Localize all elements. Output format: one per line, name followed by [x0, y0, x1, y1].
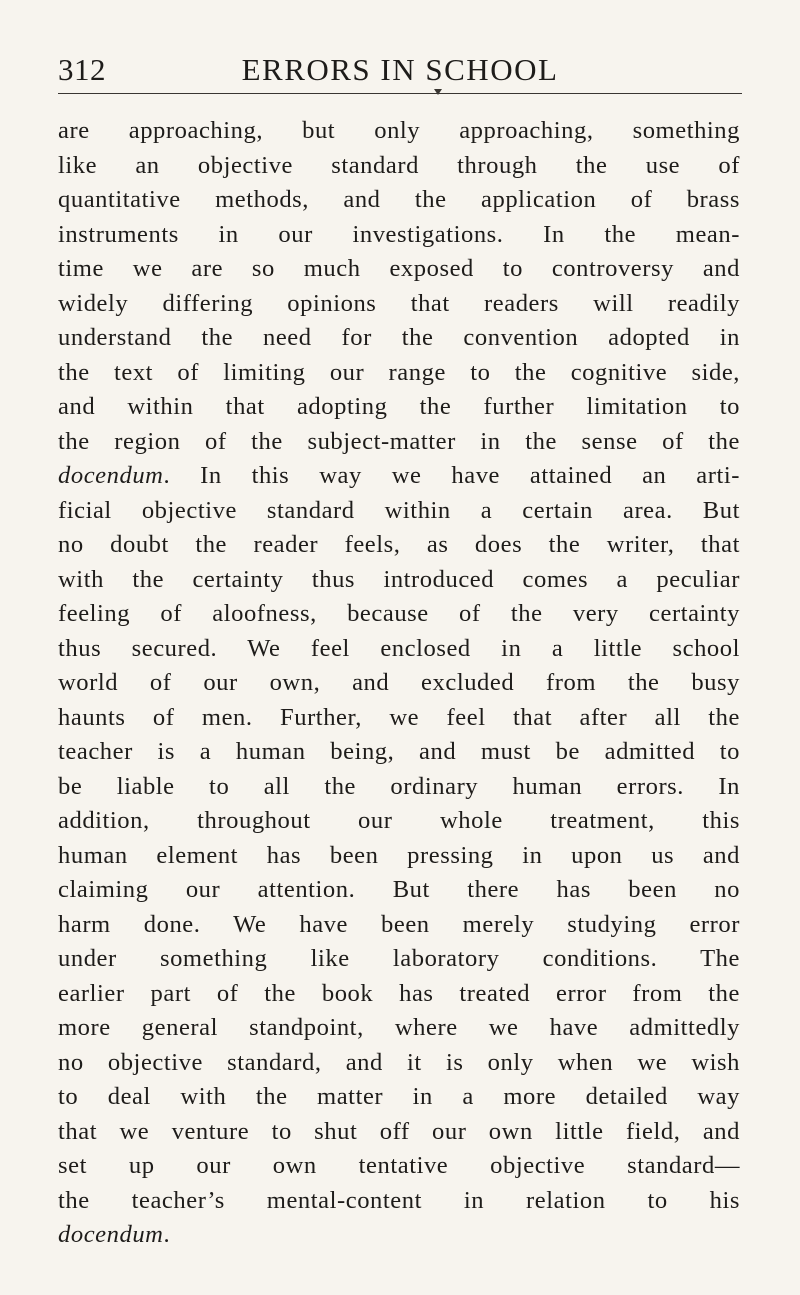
- text-segment: world of our own, and excluded from the busy: [58, 669, 740, 696]
- text-segment: with the certainty thus introduced comes a peculiar: [58, 565, 740, 593]
- text-line: [58, 735, 740, 770]
- text-line: [58, 666, 740, 701]
- text-segment: the text of limiting our range to the cognitive side,: [58, 358, 740, 386]
- running-head: [58, 52, 742, 92]
- text-segment: ficial objective standard within a certain area. But: [58, 496, 740, 524]
- text-line: [58, 908, 740, 943]
- text-line: [58, 425, 740, 460]
- text-segment: human element has been pressing in upon us and: [58, 841, 740, 869]
- text-line: [58, 356, 740, 391]
- text-segment: no doubt the reader feels, as does the writer, that: [58, 531, 740, 558]
- text-line: [58, 459, 740, 494]
- text-segment: haunts of men. Further, we feel that after all the: [58, 703, 740, 731]
- header-rule: [58, 93, 742, 94]
- text-segment: teacher is a human being, and must be admitted to: [58, 738, 740, 765]
- text-line: [58, 1080, 740, 1115]
- italic-term: docendum: [58, 1221, 164, 1248]
- text-line: [58, 1046, 740, 1081]
- text-segment: like an objective standard through the use of: [58, 151, 740, 179]
- text-line: [58, 494, 740, 529]
- italic-term: docendum: [58, 462, 164, 489]
- body-text: [58, 114, 740, 1253]
- text-line: [58, 287, 740, 322]
- text-segment: and within that adopting the further limitation to: [58, 393, 740, 420]
- text-segment: no objective standard, and it is only when we wish: [58, 1048, 740, 1076]
- page-number: 312: [58, 52, 106, 87]
- text-line: [58, 839, 740, 874]
- text-segment: feeling of aloofness, because of the very certainty: [58, 600, 740, 627]
- text-line: [58, 1218, 740, 1253]
- text-segment: . In this way we have attained an arti-: [163, 462, 740, 489]
- text-line: [58, 563, 740, 598]
- text-segment: be liable to all the ordinary human errors. In: [58, 772, 740, 800]
- text-line: [58, 321, 740, 356]
- text-segment: that we venture to shut off our own little field, and: [58, 1117, 740, 1145]
- text-line: [58, 149, 740, 184]
- text-segment: .: [163, 1221, 171, 1248]
- text-segment: harm done. We have been merely studying error: [58, 910, 740, 938]
- text-line: [58, 597, 740, 632]
- text-segment: earlier part of the book has treated error from the: [58, 979, 740, 1007]
- text-segment: understand the need for the convention adopted in: [58, 324, 740, 351]
- text-line: [58, 1011, 740, 1046]
- text-line: [58, 218, 740, 253]
- text-segment: to deal with the matter in a more detailed way: [58, 1083, 740, 1110]
- text-segment: addition, throughout our whole treatment, this: [58, 807, 740, 834]
- text-segment: the region of the subject-matter in the sense of the: [58, 427, 740, 455]
- text-line: [58, 114, 740, 149]
- text-line: [58, 804, 740, 839]
- text-line: [58, 1184, 740, 1219]
- text-line: [58, 183, 740, 218]
- text-line: [58, 873, 740, 908]
- text-segment: under something like laboratory conditions. The: [58, 945, 740, 972]
- running-title: ERRORS IN SCHOOL: [241, 52, 559, 87]
- text-segment: claiming our attention. But there has been no: [58, 876, 740, 903]
- text-segment: thus secured. We feel enclosed in a little school: [58, 634, 740, 662]
- text-line: [58, 942, 740, 977]
- text-line: [58, 632, 740, 667]
- text-line: [58, 770, 740, 805]
- text-segment: quantitative methods, and the application of brass: [58, 186, 740, 213]
- text-line: [58, 528, 740, 563]
- text-segment: time we are so much exposed to controversy and: [58, 255, 740, 282]
- text-segment: instruments in our investigations. In the mean-: [58, 220, 740, 248]
- text-segment: set up our own tentative objective standard—: [58, 1152, 740, 1179]
- text-segment: widely differing opinions that readers will readily: [58, 289, 740, 317]
- text-line: [58, 977, 740, 1012]
- text-line: [58, 1149, 740, 1184]
- text-segment: are approaching, but only approaching, something: [58, 117, 740, 144]
- text-line: [58, 252, 740, 287]
- text-segment: the teacher’s mental-content in relation to his: [58, 1186, 740, 1214]
- text-line: [58, 701, 740, 736]
- rule-ornament: [434, 89, 442, 95]
- text-segment: more general standpoint, where we have admittedly: [58, 1014, 740, 1041]
- text-line: [58, 390, 740, 425]
- text-line: [58, 1115, 740, 1150]
